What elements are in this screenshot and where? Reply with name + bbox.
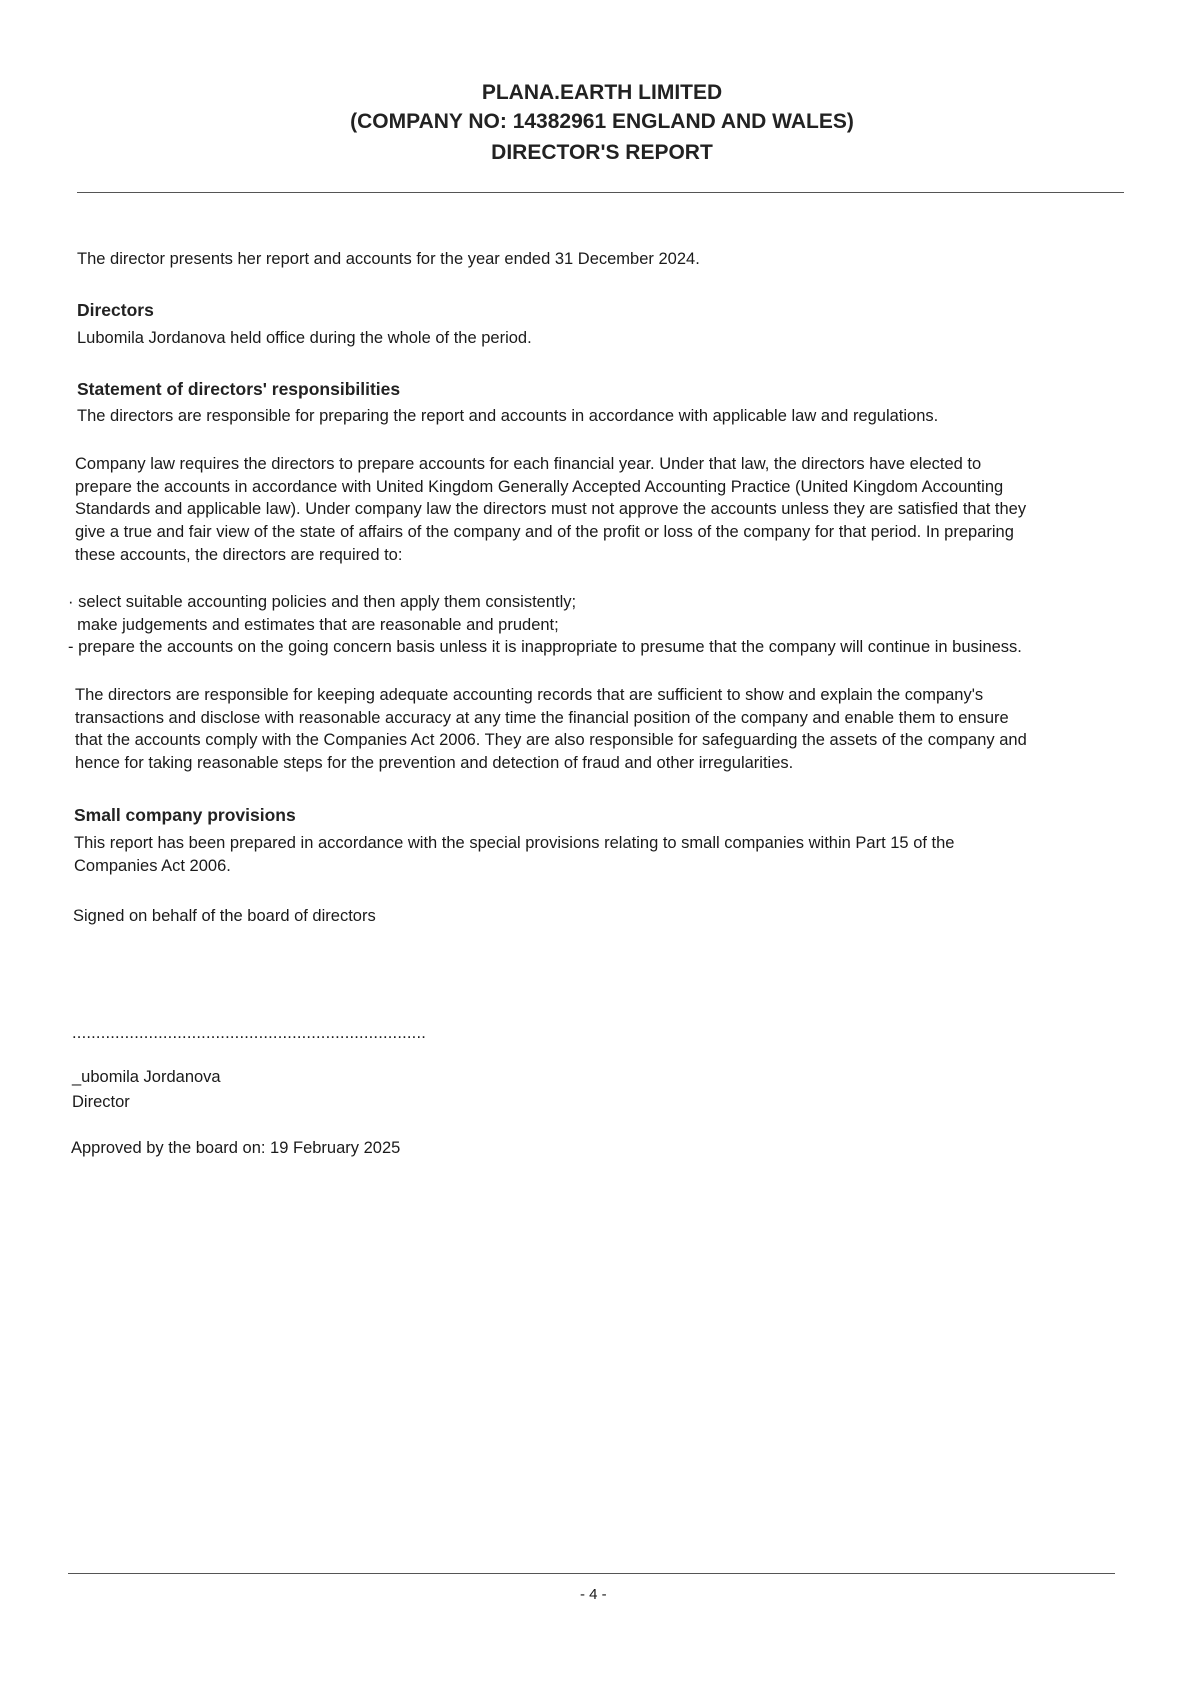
list-item: make judgements and estimates that are reasonable and prudent; <box>68 615 559 634</box>
signature-line: .......................................................................... <box>72 1024 427 1042</box>
paragraph-line: give a true and fair view of the state of affairs of the company and of the profit or loss of the company for that period. In preparing <box>75 523 1014 542</box>
responsibilities-heading: Statement of directors' responsibilities <box>77 379 401 399</box>
small-company-heading: Small company provisions <box>74 805 296 825</box>
directors-text: Lubomila Jordanova held office during the whole of the period. <box>77 329 532 347</box>
paragraph-line: Company law requires the directors to prepare accounts for each financial year. Under that law, the directors have elected to <box>75 455 982 473</box>
paragraph-line: Standards and applicable law). Under company law the directors must not approve the accounts unless they are satisfied that they <box>75 500 1027 519</box>
records-paragraph <box>75 684 1135 775</box>
page-number: - 4 - <box>580 1586 607 1603</box>
requirements-list <box>68 591 1128 659</box>
paragraph-line: This report has been prepared in accordance with the special provisions relating to small companies within Part 15 of the <box>74 834 955 852</box>
director-role: Director <box>72 1093 130 1111</box>
top-divider <box>77 192 1124 193</box>
directors-heading: Directors <box>77 300 154 320</box>
company-law-paragraph <box>75 453 1135 567</box>
paragraph-line: hence for taking reasonable steps for the prevention and detection of fraud and other irregularities. <box>75 754 794 773</box>
paragraph-line: prepare the accounts in accordance with United Kingdom Generally Accepted Accounting Practice (United Kingdom Accounting <box>75 477 1004 496</box>
approval-date: Approved by the board on: 19 February 2025 <box>71 1139 401 1157</box>
signed-on-behalf: Signed on behalf of the board of directors <box>73 907 376 925</box>
bottom-divider <box>68 1573 1115 1574</box>
paragraph-line: these accounts, the directors are required to: <box>75 545 403 564</box>
director-name: _ubomila Jordanova <box>72 1068 221 1086</box>
report-title: DIRECTOR'S REPORT <box>491 141 713 164</box>
list-item: · select suitable accounting policies and then apply them consistently; <box>68 593 577 611</box>
company-name: PLANA.EARTH LIMITED <box>481 81 723 104</box>
paragraph-line: transactions and disclose with reasonable accuracy at any time the financial position of the company and enable them to ensure <box>75 708 1009 727</box>
paragraph-line: that the accounts comply with the Companies Act 2006. They are also responsible for safeguarding the assets of the company and <box>75 731 1027 750</box>
intro-text: The director presents her report and accounts for the year ended 31 December 2024. <box>77 250 700 268</box>
list-item: - prepare the accounts on the going concern basis unless it is inappropriate to presume that the company will continue in business. <box>68 638 1022 657</box>
paragraph-line: Companies Act 2006. <box>74 856 231 875</box>
small-company-text <box>74 832 1134 877</box>
company-number: (COMPANY NO: 14382961 ENGLAND AND WALES) <box>350 110 854 133</box>
responsibilities-intro: The directors are responsible for preparing the report and accounts in accordance with applicable law and regulations. <box>77 407 939 425</box>
paragraph-line: The directors are responsible for keeping adequate accounting records that are sufficient to show and explain the company's <box>75 686 984 704</box>
